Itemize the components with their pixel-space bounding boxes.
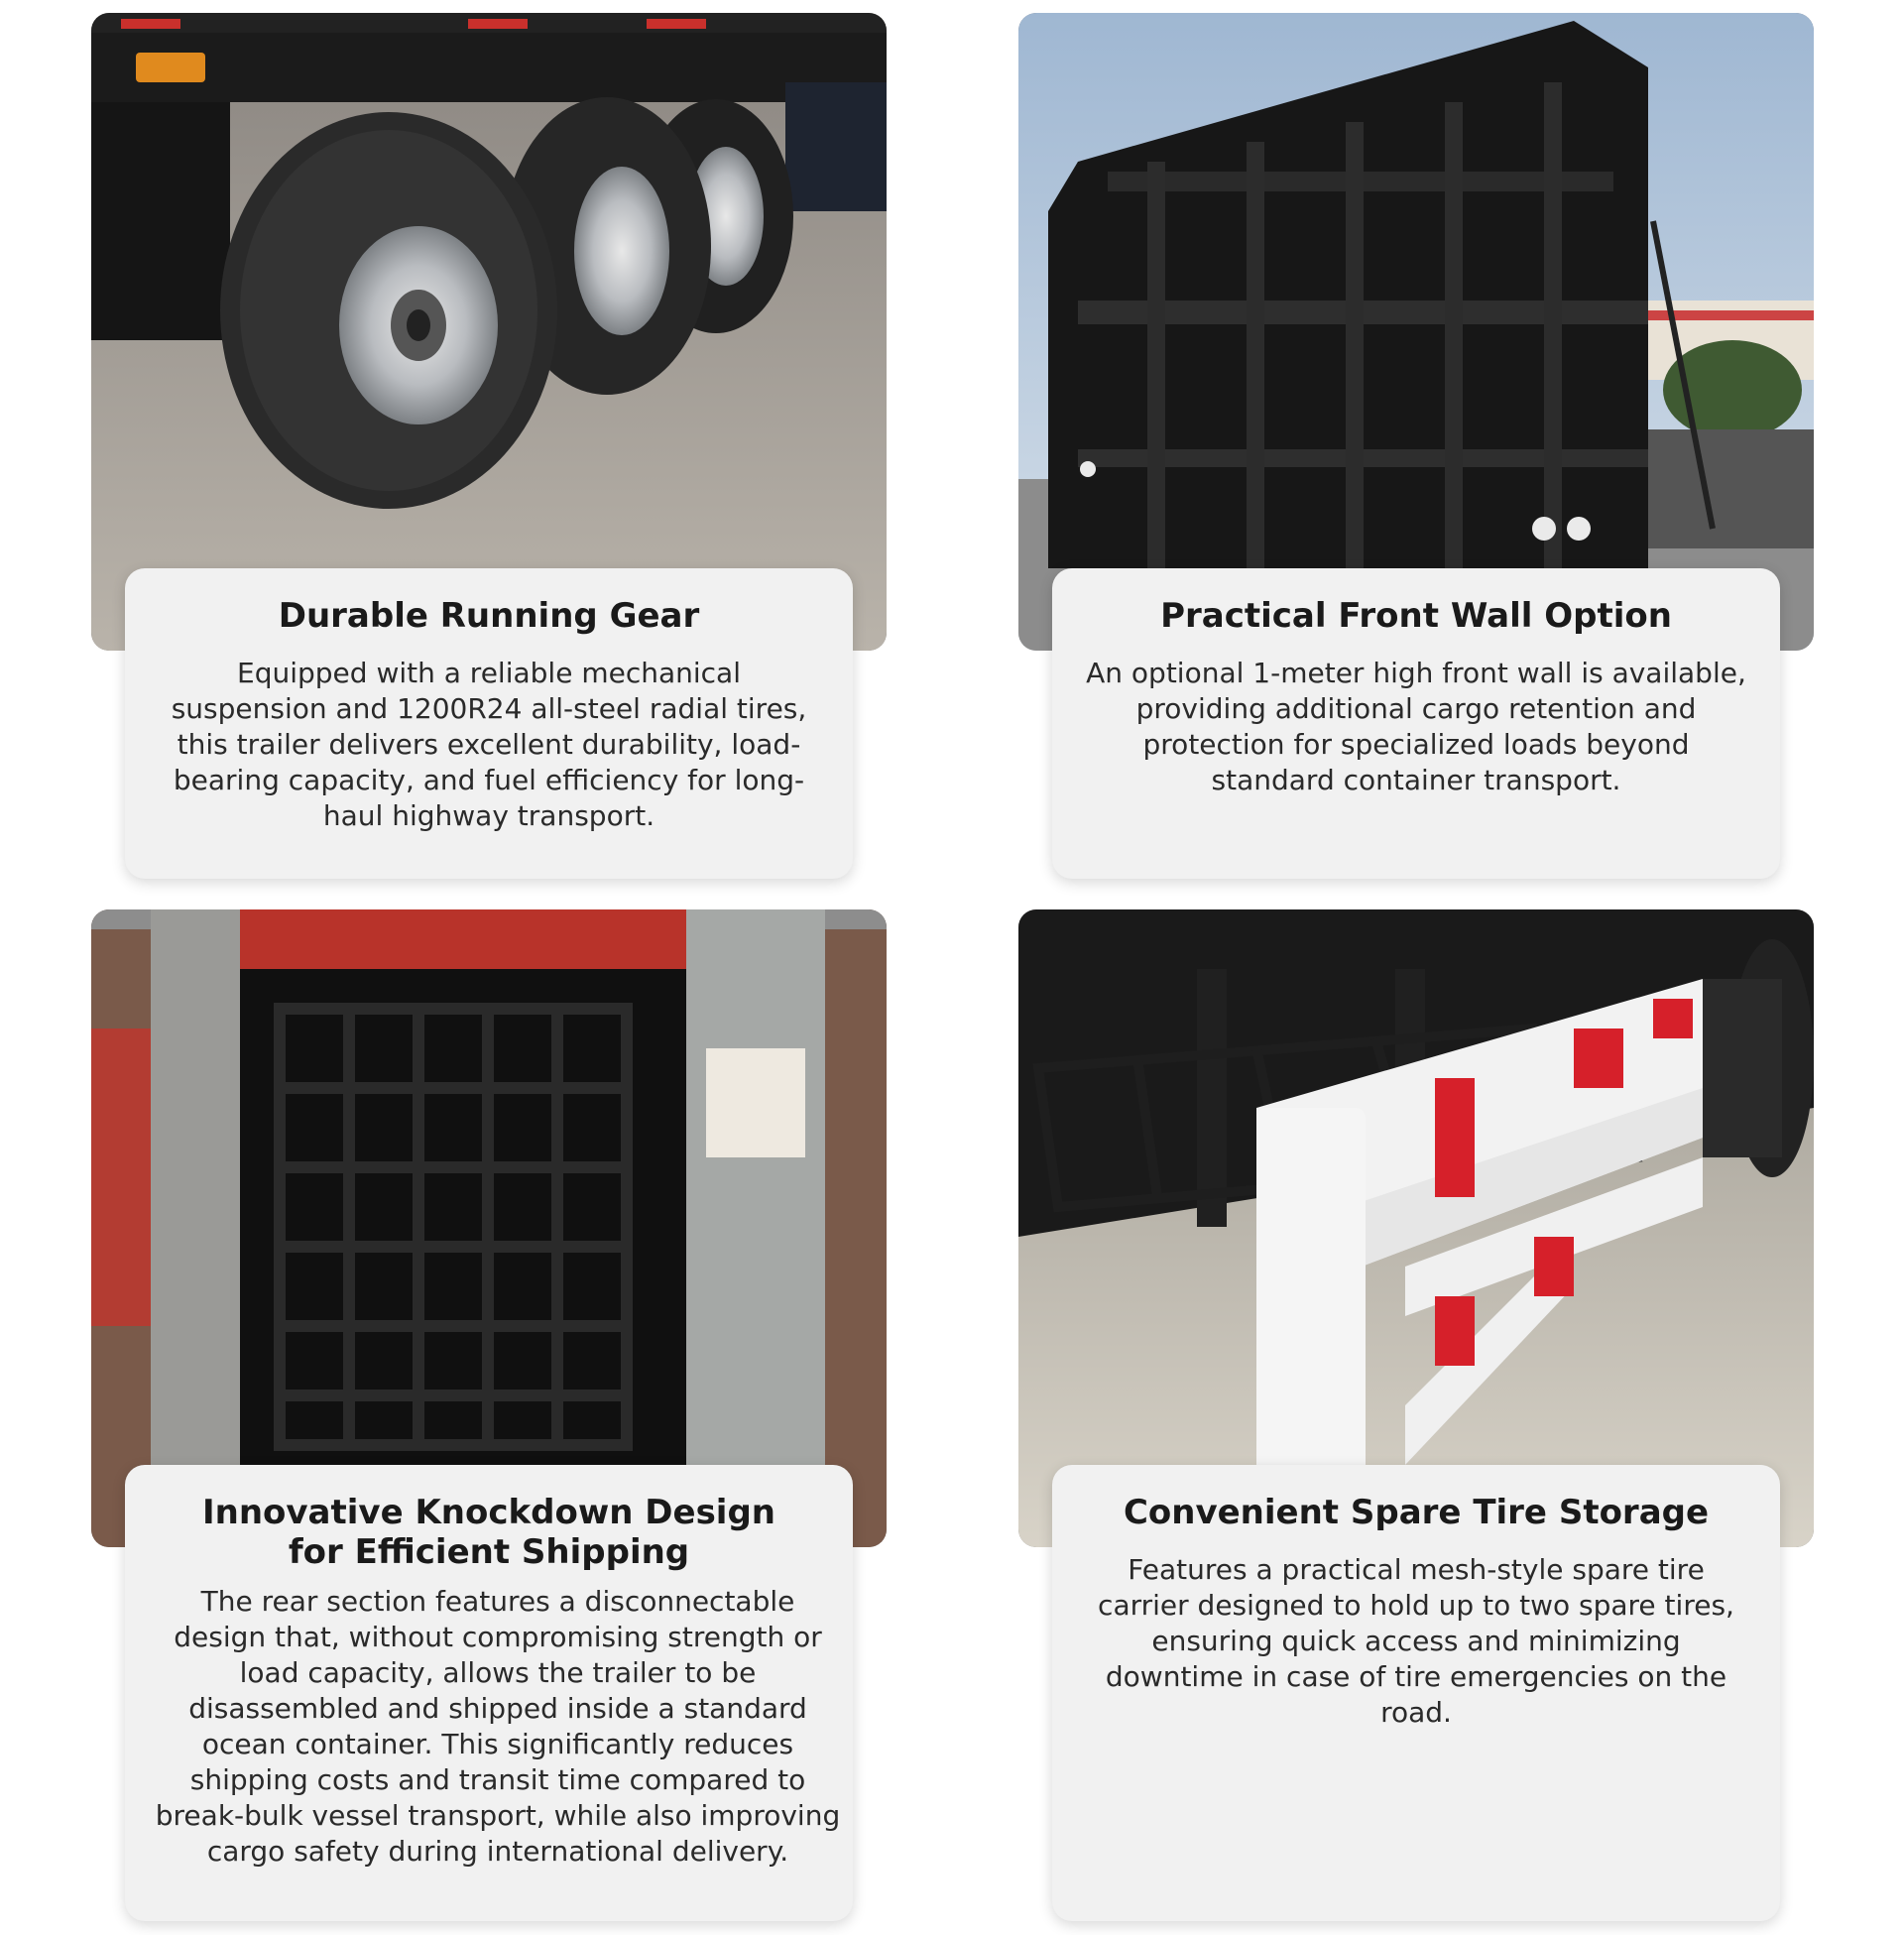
feature-description: The rear section features a disconnectable design that, without compromising strength or load capacity, allows the trailer to be disassembled and shipped inside a standard ocean container. This significantly reduces shipping costs and transit time compared to break-bulk vessel transport, while also improving cargo safety during international delivery. <box>155 1585 841 1868</box>
feature-card-running-gear <box>125 568 853 879</box>
feature-description: Equipped with a reliable mechanical suspension and 1200R24 all-steel radial tires, this trailer delivers excellent durability, load-bearing capacity, and fuel efficiency for long-haul highway transport. <box>171 657 807 832</box>
feature-title-line-2: for Efficient Shipping <box>288 1532 690 1572</box>
feature-title: Durable Running Gear <box>278 596 700 636</box>
feature-title: Convenient Spare Tire Storage <box>1123 1493 1710 1532</box>
feature-title <box>151 1493 827 1572</box>
feature-description: Features a practical mesh-style spare tire carrier designed to hold up to two spare tires, ensuring quick access and minimizing downtime in case of tire emergencies on the road. <box>1098 1553 1734 1729</box>
front-wall-photo <box>1018 13 1814 651</box>
running-gear-photo <box>91 13 887 651</box>
feature-card-spare-tire-storage <box>1052 1465 1780 1921</box>
feature-card-front-wall <box>1052 568 1780 879</box>
feature-card-knockdown-design <box>125 1465 853 1921</box>
knockdown-container-photo <box>91 909 887 1547</box>
feature-description: An optional 1-meter high front wall is available, providing additional cargo retention and protection for specialized loads beyond standard container transport. <box>1086 657 1746 796</box>
feature-title: Practical Front Wall Option <box>1160 596 1672 636</box>
feature-title-line-1: Innovative Knockdown Design <box>201 1493 776 1532</box>
spare-tire-carrier-photo <box>1018 909 1814 1547</box>
